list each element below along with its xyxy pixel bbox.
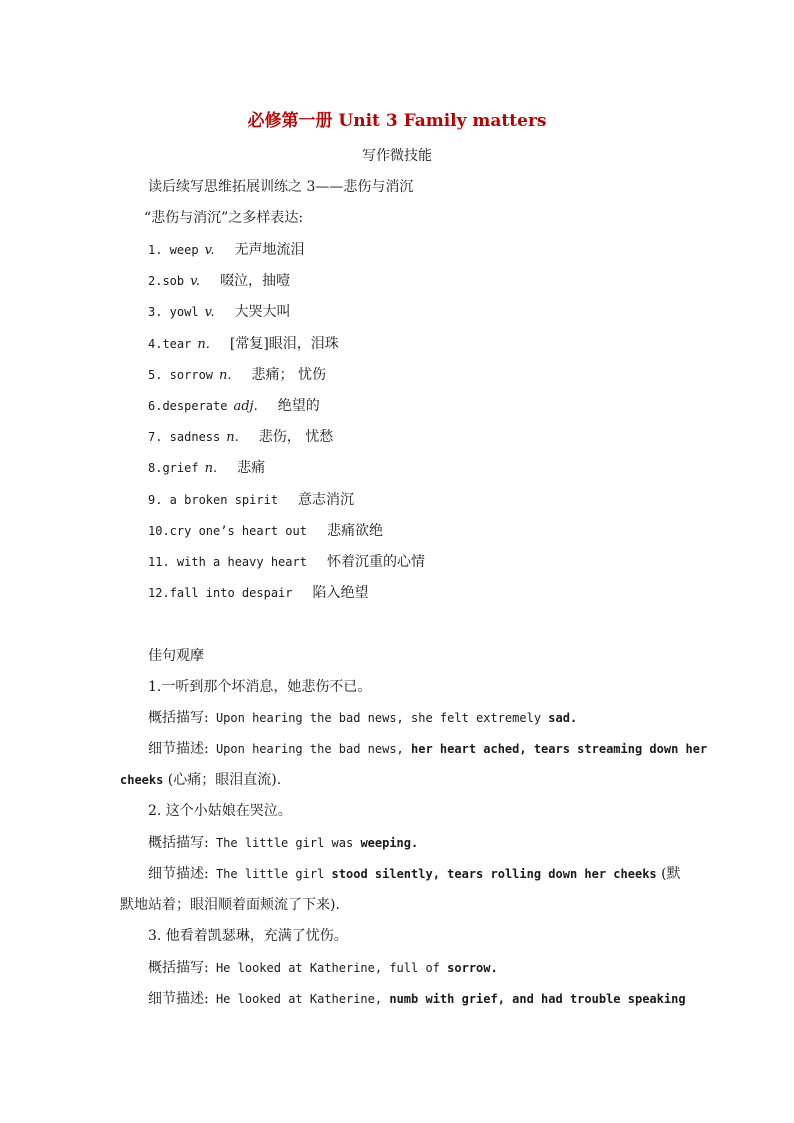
vocab-term: 5. sorrow bbox=[148, 367, 214, 382]
vocab-pos: n. bbox=[197, 336, 210, 352]
vocab-term: 12.fall into despair bbox=[148, 586, 293, 601]
section-heading: 佳句观摩 bbox=[148, 648, 204, 664]
vocab-item bbox=[148, 426, 333, 446]
sentence-1-detail bbox=[148, 738, 707, 758]
intro-heading: 读后续写思维拓展训练之 3——悲伤与消沉 bbox=[148, 179, 414, 195]
vocab-meaning: 大哭大叫 bbox=[234, 304, 291, 321]
vocab-item bbox=[148, 395, 320, 415]
vocab-pos: n. bbox=[204, 461, 218, 477]
page-title: 必修第一册 Unit 3 Family matters bbox=[247, 111, 547, 131]
vocab-item bbox=[148, 364, 326, 384]
general-label: 概括描写: bbox=[148, 835, 209, 851]
vocab-term: 2.sob bbox=[148, 274, 185, 289]
detail-text: Upon hearing the bad news, bbox=[208, 742, 412, 756]
sentence-2-detail-cont: 默地站着；眼泪顺着面颊流了下来). bbox=[120, 897, 340, 913]
sentence-2-chinese: 2. 这个小姑娘在哭泣。 bbox=[148, 803, 292, 819]
sentence-1-chinese: 1.一听到那个坏消息，她悲伤不已。 bbox=[148, 679, 372, 695]
vocab-pos: n. bbox=[219, 367, 232, 383]
general-bold: sorrow. bbox=[447, 961, 498, 975]
vocab-item bbox=[148, 457, 265, 477]
page-subtitle: 写作微技能 bbox=[362, 148, 432, 164]
general-bold: sad. bbox=[548, 711, 578, 725]
detail-note: (默 bbox=[656, 866, 681, 882]
vocab-meaning: 陷入绝望 bbox=[312, 585, 369, 602]
general-bold: weeping. bbox=[360, 836, 419, 850]
detail-bold: her heart ached, tears streaming down her bbox=[411, 742, 708, 756]
vocab-pos: v. bbox=[190, 274, 201, 290]
vocab-meaning: 怀着沉重的心情 bbox=[326, 554, 425, 570]
detail-label: 细节描述: bbox=[148, 741, 209, 757]
detail-text: He looked at Katherine, bbox=[208, 992, 390, 1006]
vocab-pos: adj. bbox=[233, 399, 258, 414]
vocab-item bbox=[148, 333, 339, 353]
sentence-2-detail bbox=[148, 863, 681, 883]
general-text: Upon hearing the bad news, she felt extremely bbox=[208, 711, 549, 725]
vocab-term: 1. weep bbox=[148, 243, 199, 257]
vocab-term: 7. sadness bbox=[148, 430, 221, 445]
vocab-meaning: 意志消沉 bbox=[298, 491, 355, 508]
vocab-item bbox=[148, 489, 354, 509]
intro-lead: “悲伤与消沉”之多样表达: bbox=[144, 210, 304, 226]
sentence-3-general bbox=[148, 957, 498, 977]
detail-bold: stood silently, tears rolling down her cheeks bbox=[331, 867, 657, 881]
detail-note: (心痛；眼泪直流). bbox=[163, 772, 282, 788]
sentence-1-general bbox=[148, 707, 577, 727]
sentence-1-detail-cont bbox=[120, 769, 281, 789]
vocab-term: 10.cry one’s heart out bbox=[148, 523, 307, 538]
sentence-3-chinese: 3. 他看着凯瑟琳，充满了忧伤。 bbox=[148, 928, 348, 944]
vocab-item bbox=[148, 551, 425, 571]
general-label: 概括描写: bbox=[148, 710, 209, 726]
general-text: The little girl was bbox=[208, 836, 361, 850]
vocab-term: 6.desperate bbox=[148, 399, 228, 413]
vocab-meaning: 绝望的 bbox=[277, 398, 320, 414]
vocab-term: 4.tear bbox=[148, 336, 192, 351]
vocab-meaning: 悲痛欲绝 bbox=[326, 522, 383, 539]
vocab-pos: v. bbox=[204, 305, 215, 321]
detail-label: 细节描述: bbox=[148, 991, 209, 1007]
vocab-item bbox=[148, 270, 290, 290]
vocab-meaning: 无声地流泪 bbox=[234, 242, 305, 258]
vocab-term: 11. with a heavy heart bbox=[148, 555, 307, 569]
vocab-term: 3. yowl bbox=[148, 305, 199, 320]
vocab-item bbox=[148, 520, 383, 540]
vocab-item bbox=[148, 239, 305, 259]
detail-text: The little girl bbox=[208, 867, 332, 881]
vocab-pos: n. bbox=[226, 430, 239, 446]
sentence-2-general bbox=[148, 832, 418, 852]
vocab-meaning: 悲痛； 忧伤 bbox=[251, 366, 326, 383]
general-label: 概括描写: bbox=[148, 960, 209, 976]
vocab-meaning: 啜泣，抽噎 bbox=[220, 273, 291, 290]
vocab-item bbox=[148, 582, 369, 602]
detail-label: 细节描述: bbox=[148, 866, 209, 882]
vocab-item bbox=[148, 301, 291, 321]
general-text: He looked at Katherine, full of bbox=[208, 961, 448, 975]
vocab-term: 9. a broken spirit bbox=[148, 492, 279, 507]
vocab-meaning: 悲痛 bbox=[237, 460, 266, 477]
vocab-term: 8.grief bbox=[148, 461, 199, 476]
vocab-meaning: 悲伤， 忧愁 bbox=[258, 429, 334, 446]
detail-bold: numb with grief, and had trouble speaking bbox=[389, 992, 686, 1006]
detail-bold-cont: cheeks bbox=[120, 773, 164, 787]
vocab-meaning: [常复]眼泪，泪珠 bbox=[229, 335, 339, 352]
vocab-pos: v. bbox=[204, 243, 215, 258]
sentence-3-detail bbox=[148, 988, 686, 1008]
